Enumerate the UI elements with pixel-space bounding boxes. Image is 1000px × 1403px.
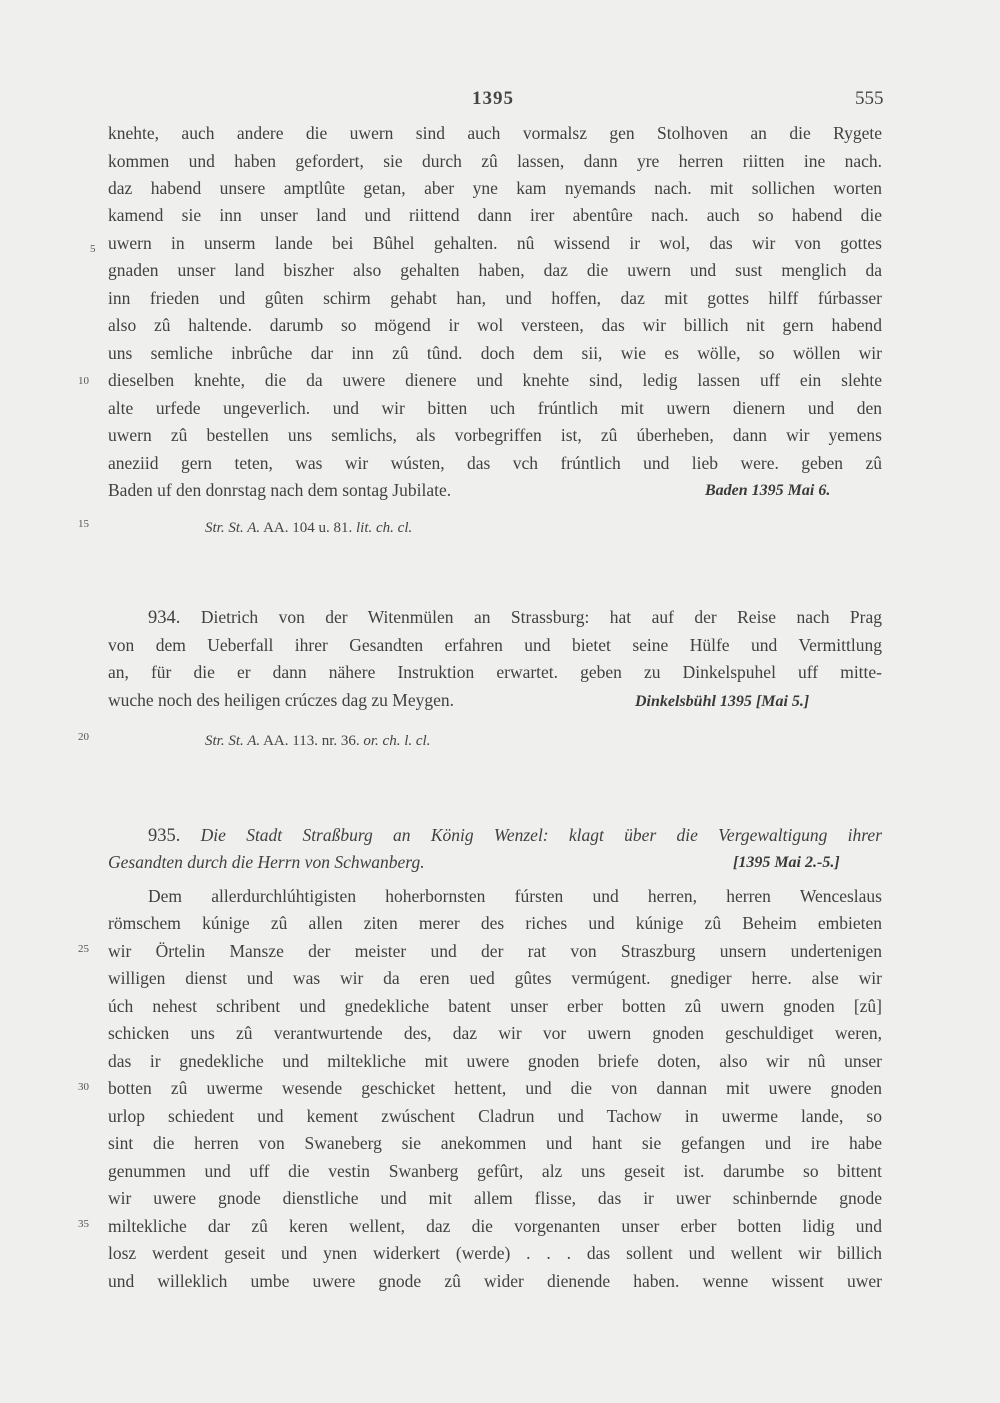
source-shelfmark: AA. 104 u. 81. [263, 520, 353, 536]
text-line: wir Örtelin Mansze der meister und der rat von Straszburg unsern undertenigen [108, 941, 882, 961]
running-head-year: 1395 [472, 88, 514, 109]
date-label: [1395 Mai 2.-5.] [733, 854, 840, 871]
line-number: 10 [78, 375, 89, 387]
text-line: uwern in unserm lande bei Bûhel gehalten. nû wissend ir wol, das wir von gottes [108, 233, 882, 253]
text-line: kommen und haben gefordert, sie durch zû lassen, dann yre herren riitten ine nach. [108, 151, 882, 171]
page-number: 555 [855, 88, 884, 109]
date-label: Dinkelsbühl 1395 [Mai 5.] [635, 693, 810, 710]
text-line: knehte, auch andere die uwern sind auch vormalsz gen Stolhoven an die Rygete [108, 123, 882, 143]
entry-title-line [148, 822, 882, 849]
text-line: botten zû uwerme wesende geschicket hettent, und die von dannan mit uwere gnoden [108, 1078, 882, 1098]
line-number: 15 [78, 518, 89, 530]
entry-text: Dietrich von der Witenmülen an Strassburg: hat auf der Reise nach Prag [200, 607, 882, 627]
text-line: úch nehest schribent und gnedekliche batent unser erber botten zû uwern gnoden [zû] [108, 996, 882, 1016]
text-line: Dem allerdurchlúhtigisten hoherbornsten fúrsten und herren, herren Wenceslaus [148, 886, 882, 906]
entry-first-line [148, 604, 882, 631]
text-line: kamend sie inn unser land und riittend dann irer abentûre nach. auch so habend die [108, 205, 882, 225]
line-number: 20 [78, 731, 89, 743]
text-line: uwern zû bestellen uns semlichs, als vorbegriffen ist, zû úberheben, dann wir yemens [108, 425, 882, 445]
source-description: lit. ch. cl. [356, 520, 413, 536]
text-line: das ir gnedekliche und miltekliche mit uwere gnoden briefe doten, also wir nû unser [108, 1051, 882, 1071]
entry-title-line: Gesandten durch die Herrn von Schwanberg. [108, 852, 425, 872]
text-line: wir uwere gnode dienstliche und mit allem flisse, das ir uwer schinbernde gnode [108, 1188, 882, 1208]
text-line: sint die herren von Swaneberg sie anekommen und hant sie gefangen und ire habe [108, 1133, 882, 1153]
text-line: willigen dienst und was wir da eren ued gûtes vermúgent. gnediger herre. alse wir [108, 968, 882, 988]
text-line: an, für die er dann nähere Instruktion erwartet. geben zu Dinkelspuhel uff mitte- [108, 662, 882, 682]
source-citation [205, 733, 430, 750]
text-line: genummen und uff die vestin Swanberg gefûrt, alz uns geseit ist. darumbe so bittent [108, 1161, 882, 1181]
source-citation [205, 520, 412, 537]
line-number: 35 [78, 1218, 89, 1230]
text-line: uns semliche inbrûche dar inn zû tûnd. doch dem sii, wie es wölle, so wöllen wir [108, 343, 882, 363]
text-line: Baden uf den donrstag nach dem sontag Jubilate. [108, 480, 452, 500]
page-header [0, 88, 1000, 112]
text-line: dieselben knehte, die da uwere dienere und knehte sind, ledig lassen uff ein slehte [108, 370, 882, 390]
text-line: urlop schiedent und kement zwúschent Cladrun und Tachow in uwerme lande, so [108, 1106, 882, 1126]
entry-number: 934. [148, 608, 181, 628]
line-number: 30 [78, 1081, 89, 1093]
entry-title: Die Stadt Straßburg an König Wenzel: klagt über die Vergewaltigung ihrer [200, 825, 883, 845]
source-archive: Str. St. A. [205, 733, 261, 749]
text-line: und willeklich umbe uwere gnode zû wider dienende haben. wenne wissent uwer [108, 1271, 882, 1291]
text-line: römschem kúnige zû allen ziten merer des riches und kúnige zû Beheim embieten [108, 913, 882, 933]
text-line: aneziid gern teten, was wir wústen, das vch frúntlich und lieb were. geben zû [108, 453, 882, 473]
source-archive: Str. St. A. [205, 520, 261, 536]
text-line: miltekliche dar zû keren wellent, daz die vorgenanten unser erber botten lidig und [108, 1216, 882, 1236]
text-line: alte urfede ungeverlich. und wir bitten uch frúntlich mit uwern dienern und den [108, 398, 882, 418]
text-line: wuche noch des heiligen crúczes dag zu Meygen. [108, 690, 454, 710]
entry-number: 935. [148, 826, 181, 846]
line-number: 5 [90, 243, 96, 255]
date-label: Baden 1395 Mai 6. [705, 482, 831, 499]
text-line: losz werdent geseit und ynen widerkert (werde) . . . das sollent und wellent wir billich [108, 1243, 882, 1263]
text-line: inn frieden und gûten schirm gehabt han, und hoffen, daz mit gottes hilff fúrbasser [108, 288, 882, 308]
text-line: daz habend unsere amptlûte getan, aber yne kam nyemands nach. mit sollichen worten [108, 178, 882, 198]
source-description: or. ch. l. cl. [363, 733, 431, 749]
text-line: gnaden unser land biszher also gehalten haben, daz die uwern und sust menglich da [108, 260, 882, 280]
text-line: also zû haltende. darumb so mögend ir wol versteen, das wir billich nit gern habend [108, 315, 882, 335]
text-line: schicken uns zû verantwurtende des, daz wir vor uwern gnoden geschuldiget weren, [108, 1023, 882, 1043]
source-shelfmark: AA. 113. nr. 36. [263, 733, 360, 749]
line-number: 25 [78, 943, 89, 955]
text-line: von dem Ueberfall ihrer Gesandten erfahren und bietet seine Hülfe und Vermittlung [108, 635, 882, 655]
